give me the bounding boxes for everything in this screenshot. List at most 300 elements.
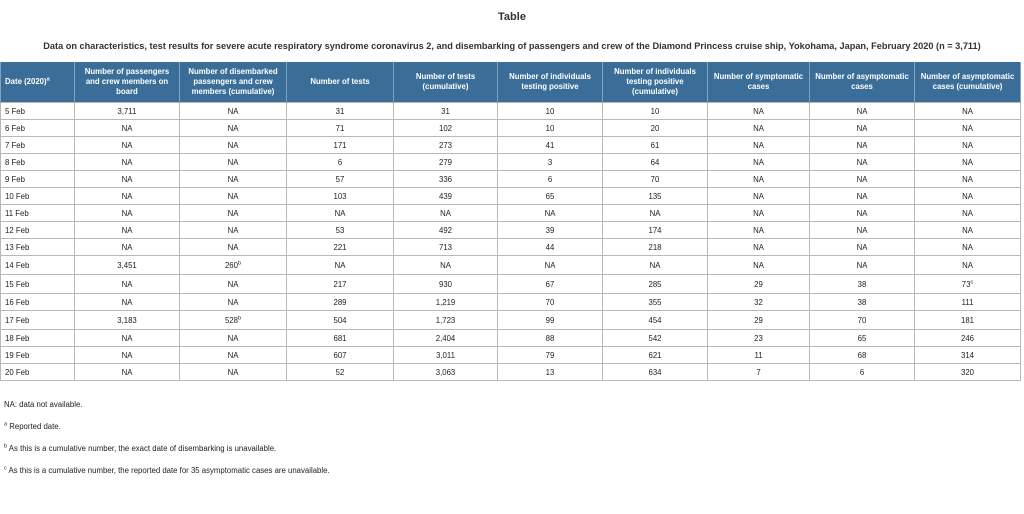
table-cell	[75, 239, 180, 256]
table-cell	[75, 188, 180, 205]
table-cell	[394, 364, 498, 381]
cell-value: NA	[121, 208, 133, 218]
cell-value: 217	[333, 279, 347, 289]
table-cell	[915, 239, 1021, 256]
footnote-marker: a	[46, 76, 50, 83]
footnote-text: Reported date.	[7, 422, 61, 431]
cell-value: 10 Feb	[5, 191, 30, 201]
cell-value: 542	[648, 333, 662, 343]
table-cell	[708, 205, 810, 222]
cell-value: 279	[438, 157, 452, 167]
cell-value: 29	[754, 315, 763, 325]
column-header-label: Number of asymptomatic cases	[815, 72, 909, 91]
table-row	[1, 239, 1021, 256]
row-date-cell	[1, 364, 75, 381]
table-cell	[810, 364, 915, 381]
table-cell	[810, 154, 915, 171]
footnote-marker: a	[4, 421, 8, 428]
table-cell	[287, 103, 394, 120]
cell-value: NA	[856, 174, 868, 184]
cell-value: 454	[648, 315, 662, 325]
cell-value: NA	[227, 174, 239, 184]
table-cell	[603, 222, 708, 239]
table-cell	[708, 171, 810, 188]
row-date-cell	[1, 120, 75, 137]
table-cell	[287, 205, 394, 222]
table-cell	[287, 239, 394, 256]
cell-value: 52	[335, 367, 345, 377]
table-cell	[75, 137, 180, 154]
table-cell	[394, 275, 498, 294]
table-cell	[915, 330, 1021, 347]
cell-value: NA	[227, 191, 239, 201]
cell-value: 10	[650, 106, 660, 116]
table-cell	[603, 188, 708, 205]
cell-value: NA	[856, 106, 868, 116]
table-cell	[498, 103, 603, 120]
cell-value: 31	[335, 106, 345, 116]
cell-value: 3,011	[436, 350, 455, 360]
table-cell	[394, 311, 498, 330]
table-cell	[915, 188, 1021, 205]
row-date-cell	[1, 154, 75, 171]
column-header-label: Number of tests (cumulative)	[415, 72, 476, 91]
cell-value: 103	[333, 191, 347, 201]
cell-value: NA	[753, 260, 764, 270]
cell-value: NA	[753, 225, 764, 235]
cell-value: 39	[545, 225, 555, 235]
cell-value: NA	[121, 333, 133, 343]
column-header-label: Number of individuals testing positive (cumulative)	[614, 67, 696, 96]
cell-value: NA	[856, 191, 868, 201]
row-date-cell	[1, 256, 75, 275]
cell-value: 6 Feb	[5, 123, 25, 133]
cell-value: 79	[545, 350, 555, 360]
table-cell	[75, 275, 180, 294]
table-cell	[498, 120, 603, 137]
table-cell	[180, 311, 287, 330]
cell-value: 289	[333, 297, 347, 307]
cell-value: 171	[333, 140, 347, 150]
table-cell	[394, 294, 498, 311]
table-cell	[810, 256, 915, 275]
cell-value: NA	[856, 225, 868, 235]
cell-value: 2,404	[435, 333, 456, 343]
footnote-marker: b	[237, 259, 242, 266]
cell-value: 7 Feb	[5, 140, 25, 150]
cell-value: 3,451	[117, 260, 137, 270]
table-heading: Table	[498, 11, 526, 23]
table-cell	[180, 330, 287, 347]
cell-value: 20	[650, 123, 660, 133]
column-header-label: Number of disembarked passengers and crew members (cumulative)	[188, 67, 278, 96]
table-cell	[708, 120, 810, 137]
cell-value: NA	[121, 297, 133, 307]
table-cell	[180, 256, 287, 275]
column-header	[708, 62, 810, 103]
cell-value: NA	[753, 208, 764, 218]
table-cell	[180, 120, 287, 137]
table-cell	[603, 364, 708, 381]
row-date-cell	[1, 239, 75, 256]
footnote	[4, 466, 330, 477]
footnote	[4, 444, 330, 455]
table-row	[1, 311, 1021, 330]
cell-value: 20 Feb	[5, 367, 30, 377]
cell-value: 11 Feb	[5, 208, 29, 218]
cell-value: 9 Feb	[5, 174, 25, 184]
cell-value: 6	[337, 157, 343, 167]
table-cell	[603, 239, 708, 256]
table-cell	[75, 154, 180, 171]
table-cell	[394, 103, 498, 120]
footnote-text: As this is a cumulative number, the reported date for 35 asymptomatic cases are unavailable.	[6, 466, 330, 475]
table-cell	[915, 311, 1021, 330]
cell-value: NA	[544, 208, 556, 218]
table-cell	[708, 275, 810, 294]
table-cell	[180, 188, 287, 205]
cell-value: NA	[753, 191, 764, 201]
table-cell	[287, 120, 394, 137]
cell-value: 6	[859, 367, 865, 377]
table-cell	[708, 154, 810, 171]
cell-value: NA	[649, 208, 661, 218]
cell-value: 16 Feb	[5, 297, 30, 307]
table-cell	[180, 171, 287, 188]
table-cell	[75, 256, 180, 275]
row-date-cell	[1, 330, 75, 347]
cell-value: NA	[227, 333, 239, 343]
table-cell	[603, 103, 708, 120]
cell-value: NA	[121, 174, 133, 184]
column-header-label: Number of asymptomatic cases (cumulative)	[920, 72, 1015, 91]
table-cell	[708, 222, 810, 239]
row-date-cell	[1, 103, 75, 120]
cell-value: 8 Feb	[5, 157, 25, 167]
cell-value: 246	[960, 333, 974, 343]
table-cell	[394, 137, 498, 154]
table-cell	[708, 137, 810, 154]
cell-value: 713	[438, 242, 452, 252]
cell-value: 99	[545, 315, 555, 325]
table-row	[1, 154, 1021, 171]
table-cell	[394, 347, 498, 364]
cell-value: 273	[438, 140, 452, 150]
cell-value: NA	[121, 350, 133, 360]
cell-value: NA	[227, 242, 239, 252]
cell-value: NA	[962, 208, 973, 218]
table-cell	[498, 239, 603, 256]
table-cell	[603, 137, 708, 154]
row-date-cell	[1, 188, 75, 205]
table-cell	[708, 188, 810, 205]
row-date-cell	[1, 275, 75, 294]
table-cell	[810, 330, 915, 347]
table-cell	[394, 171, 498, 188]
table-cell	[603, 256, 708, 275]
cell-value: 11	[754, 350, 763, 360]
table-cell	[75, 330, 180, 347]
table-cell	[603, 154, 708, 171]
table-cell	[394, 256, 498, 275]
table-cell	[810, 205, 915, 222]
cell-value: NA	[121, 157, 133, 167]
table-row	[1, 171, 1021, 188]
table-cell	[915, 171, 1021, 188]
cell-value: NA	[753, 106, 764, 116]
cell-value: NA	[856, 260, 868, 270]
table-cell	[603, 347, 708, 364]
cell-value: NA	[334, 260, 346, 270]
cell-value: NA	[227, 279, 239, 289]
cell-value: 23	[754, 333, 763, 343]
cell-value: 14 Feb	[5, 260, 30, 270]
table-cell	[180, 294, 287, 311]
cell-value: NA	[227, 297, 239, 307]
cell-value: NA	[227, 350, 239, 360]
column-header	[180, 62, 287, 103]
table-cell	[810, 103, 915, 120]
cell-value: 1,219	[435, 297, 456, 307]
table-cell	[287, 275, 394, 294]
cell-value: 111	[961, 297, 974, 307]
table-cell	[75, 120, 180, 137]
cell-value: NA	[121, 123, 133, 133]
table-cell	[287, 154, 394, 171]
cell-value: NA	[227, 208, 239, 218]
table-cell	[603, 120, 708, 137]
cell-value: 320	[960, 367, 974, 377]
cell-value: NA	[121, 191, 133, 201]
table-cell	[498, 205, 603, 222]
table-cell	[498, 188, 603, 205]
table-cell	[498, 311, 603, 330]
table-cell	[394, 222, 498, 239]
cell-value: NA	[856, 242, 868, 252]
cell-value: 492	[438, 225, 452, 235]
cell-value: NA	[753, 140, 764, 150]
cell-value: 57	[335, 174, 345, 184]
table-cell	[287, 222, 394, 239]
column-header	[498, 62, 603, 103]
cell-value: NA	[753, 174, 764, 184]
table-row	[1, 330, 1021, 347]
row-date-cell	[1, 171, 75, 188]
table-row	[1, 205, 1021, 222]
cell-value: 29	[754, 279, 763, 289]
cell-value: NA	[121, 140, 133, 150]
table-cell	[498, 154, 603, 171]
cell-value: 41	[545, 140, 555, 150]
cell-value: NA	[334, 208, 346, 218]
column-header	[287, 62, 394, 103]
table-cell	[498, 364, 603, 381]
table-cell	[75, 171, 180, 188]
cell-value: NA	[227, 140, 239, 150]
column-header-label: Number of individuals testing positive	[509, 72, 591, 91]
table-cell	[708, 311, 810, 330]
cell-value: NA	[121, 367, 133, 377]
table-cell	[810, 275, 915, 294]
table-cell	[915, 256, 1021, 275]
table-cell	[915, 294, 1021, 311]
footnote-text: NA: data not available.	[4, 400, 83, 409]
table-row	[1, 275, 1021, 294]
cell-value: NA	[962, 140, 973, 150]
cell-value: 71	[335, 123, 345, 133]
table-cell	[498, 330, 603, 347]
cell-value: 65	[857, 333, 867, 343]
table-cell	[708, 103, 810, 120]
table-cell	[708, 347, 810, 364]
table-cell	[603, 294, 708, 311]
table-cell	[603, 275, 708, 294]
cell-value: 13	[545, 367, 555, 377]
table-cell	[603, 171, 708, 188]
table-cell	[498, 294, 603, 311]
cell-value: 61	[650, 140, 660, 150]
cell-value: 12 Feb	[5, 225, 30, 235]
table-cell	[915, 364, 1021, 381]
column-header	[603, 62, 708, 103]
footnote	[4, 422, 330, 433]
cell-value: 260	[224, 260, 238, 270]
table-cell	[287, 364, 394, 381]
table-row	[1, 120, 1021, 137]
table-cell	[75, 364, 180, 381]
row-date-cell	[1, 347, 75, 364]
footnote-text: As this is a cumulative number, the exact date of disembarking is unavailable.	[7, 444, 277, 453]
table-cell	[915, 103, 1021, 120]
table-cell	[603, 311, 708, 330]
table-cell	[75, 311, 180, 330]
cell-value: 504	[333, 315, 347, 325]
table-row	[1, 137, 1021, 154]
table-cell	[603, 205, 708, 222]
table-cell	[915, 154, 1021, 171]
cell-value: NA	[856, 157, 868, 167]
cell-value: 607	[333, 350, 347, 360]
table-cell	[287, 294, 394, 311]
footnotes	[4, 400, 330, 488]
cell-value: 135	[648, 191, 662, 201]
cell-value: 336	[438, 174, 452, 184]
cell-value: 621	[648, 350, 662, 360]
table-cell	[810, 188, 915, 205]
table-cell	[810, 239, 915, 256]
table-cell	[708, 364, 810, 381]
cell-value: 13 Feb	[5, 242, 30, 252]
table-cell	[287, 256, 394, 275]
cell-value: 19 Feb	[5, 350, 30, 360]
row-date-cell	[1, 205, 75, 222]
cell-value: NA	[962, 225, 973, 235]
column-header-label: Date (2020)	[5, 77, 47, 86]
cell-value: 3	[547, 157, 553, 167]
table-cell	[915, 275, 1021, 294]
table-cell	[810, 137, 915, 154]
table-cell	[287, 137, 394, 154]
cell-value: NA	[440, 260, 451, 270]
table-cell	[498, 275, 603, 294]
cell-value: 1,723	[435, 315, 456, 325]
table-row	[1, 222, 1021, 239]
cell-value: 6	[547, 174, 553, 184]
table-cell	[498, 171, 603, 188]
footnote	[4, 400, 330, 411]
cell-value: NA	[962, 174, 973, 184]
table-cell	[180, 103, 287, 120]
table-cell	[915, 137, 1021, 154]
table-cell	[394, 154, 498, 171]
table-cell	[810, 120, 915, 137]
cell-value: 17 Feb	[5, 315, 30, 325]
cell-value: NA	[753, 157, 764, 167]
cell-value: 70	[857, 315, 867, 325]
cell-value: 285	[648, 279, 662, 289]
cell-value: 44	[545, 242, 555, 252]
cell-value: 32	[754, 297, 763, 307]
table-row	[1, 364, 1021, 381]
cell-value: NA	[544, 260, 556, 270]
row-date-cell	[1, 137, 75, 154]
cell-value: 7	[756, 367, 761, 377]
table-cell	[287, 330, 394, 347]
column-header	[75, 62, 180, 103]
cell-value: 355	[648, 297, 662, 307]
cell-value: 65	[545, 191, 555, 201]
table-cell	[810, 311, 915, 330]
table-cell	[498, 347, 603, 364]
table-cell	[708, 239, 810, 256]
cell-value: 3,063	[435, 367, 456, 377]
cell-value: NA	[227, 367, 239, 377]
cell-value: 174	[648, 225, 662, 235]
table-cell	[287, 311, 394, 330]
table-cell	[915, 347, 1021, 364]
cell-value: NA	[227, 106, 239, 116]
cell-value: NA	[856, 123, 868, 133]
table-cell	[810, 171, 915, 188]
footnote-marker: c	[970, 278, 974, 285]
table-cell	[75, 205, 180, 222]
table-row	[1, 347, 1021, 364]
cell-value: NA	[227, 225, 239, 235]
table-cell	[75, 294, 180, 311]
table-cell	[287, 171, 394, 188]
cell-value: 73	[961, 279, 971, 289]
cell-value: 68	[857, 350, 867, 360]
cell-value: NA	[962, 106, 973, 116]
cell-value: 15 Feb	[5, 279, 30, 289]
table-cell	[708, 256, 810, 275]
cell-value: 70	[545, 297, 555, 307]
cell-value: NA	[753, 242, 764, 252]
table-cell	[498, 222, 603, 239]
row-date-cell	[1, 222, 75, 239]
table-cell	[180, 239, 287, 256]
cell-value: NA	[121, 225, 133, 235]
table-cell	[915, 222, 1021, 239]
column-header	[1, 62, 75, 103]
table-cell	[180, 364, 287, 381]
table-cell	[603, 330, 708, 347]
cell-value: NA	[856, 208, 868, 218]
cell-value: NA	[227, 123, 239, 133]
cell-value: NA	[962, 242, 973, 252]
table-cell	[810, 222, 915, 239]
table-cell	[75, 222, 180, 239]
